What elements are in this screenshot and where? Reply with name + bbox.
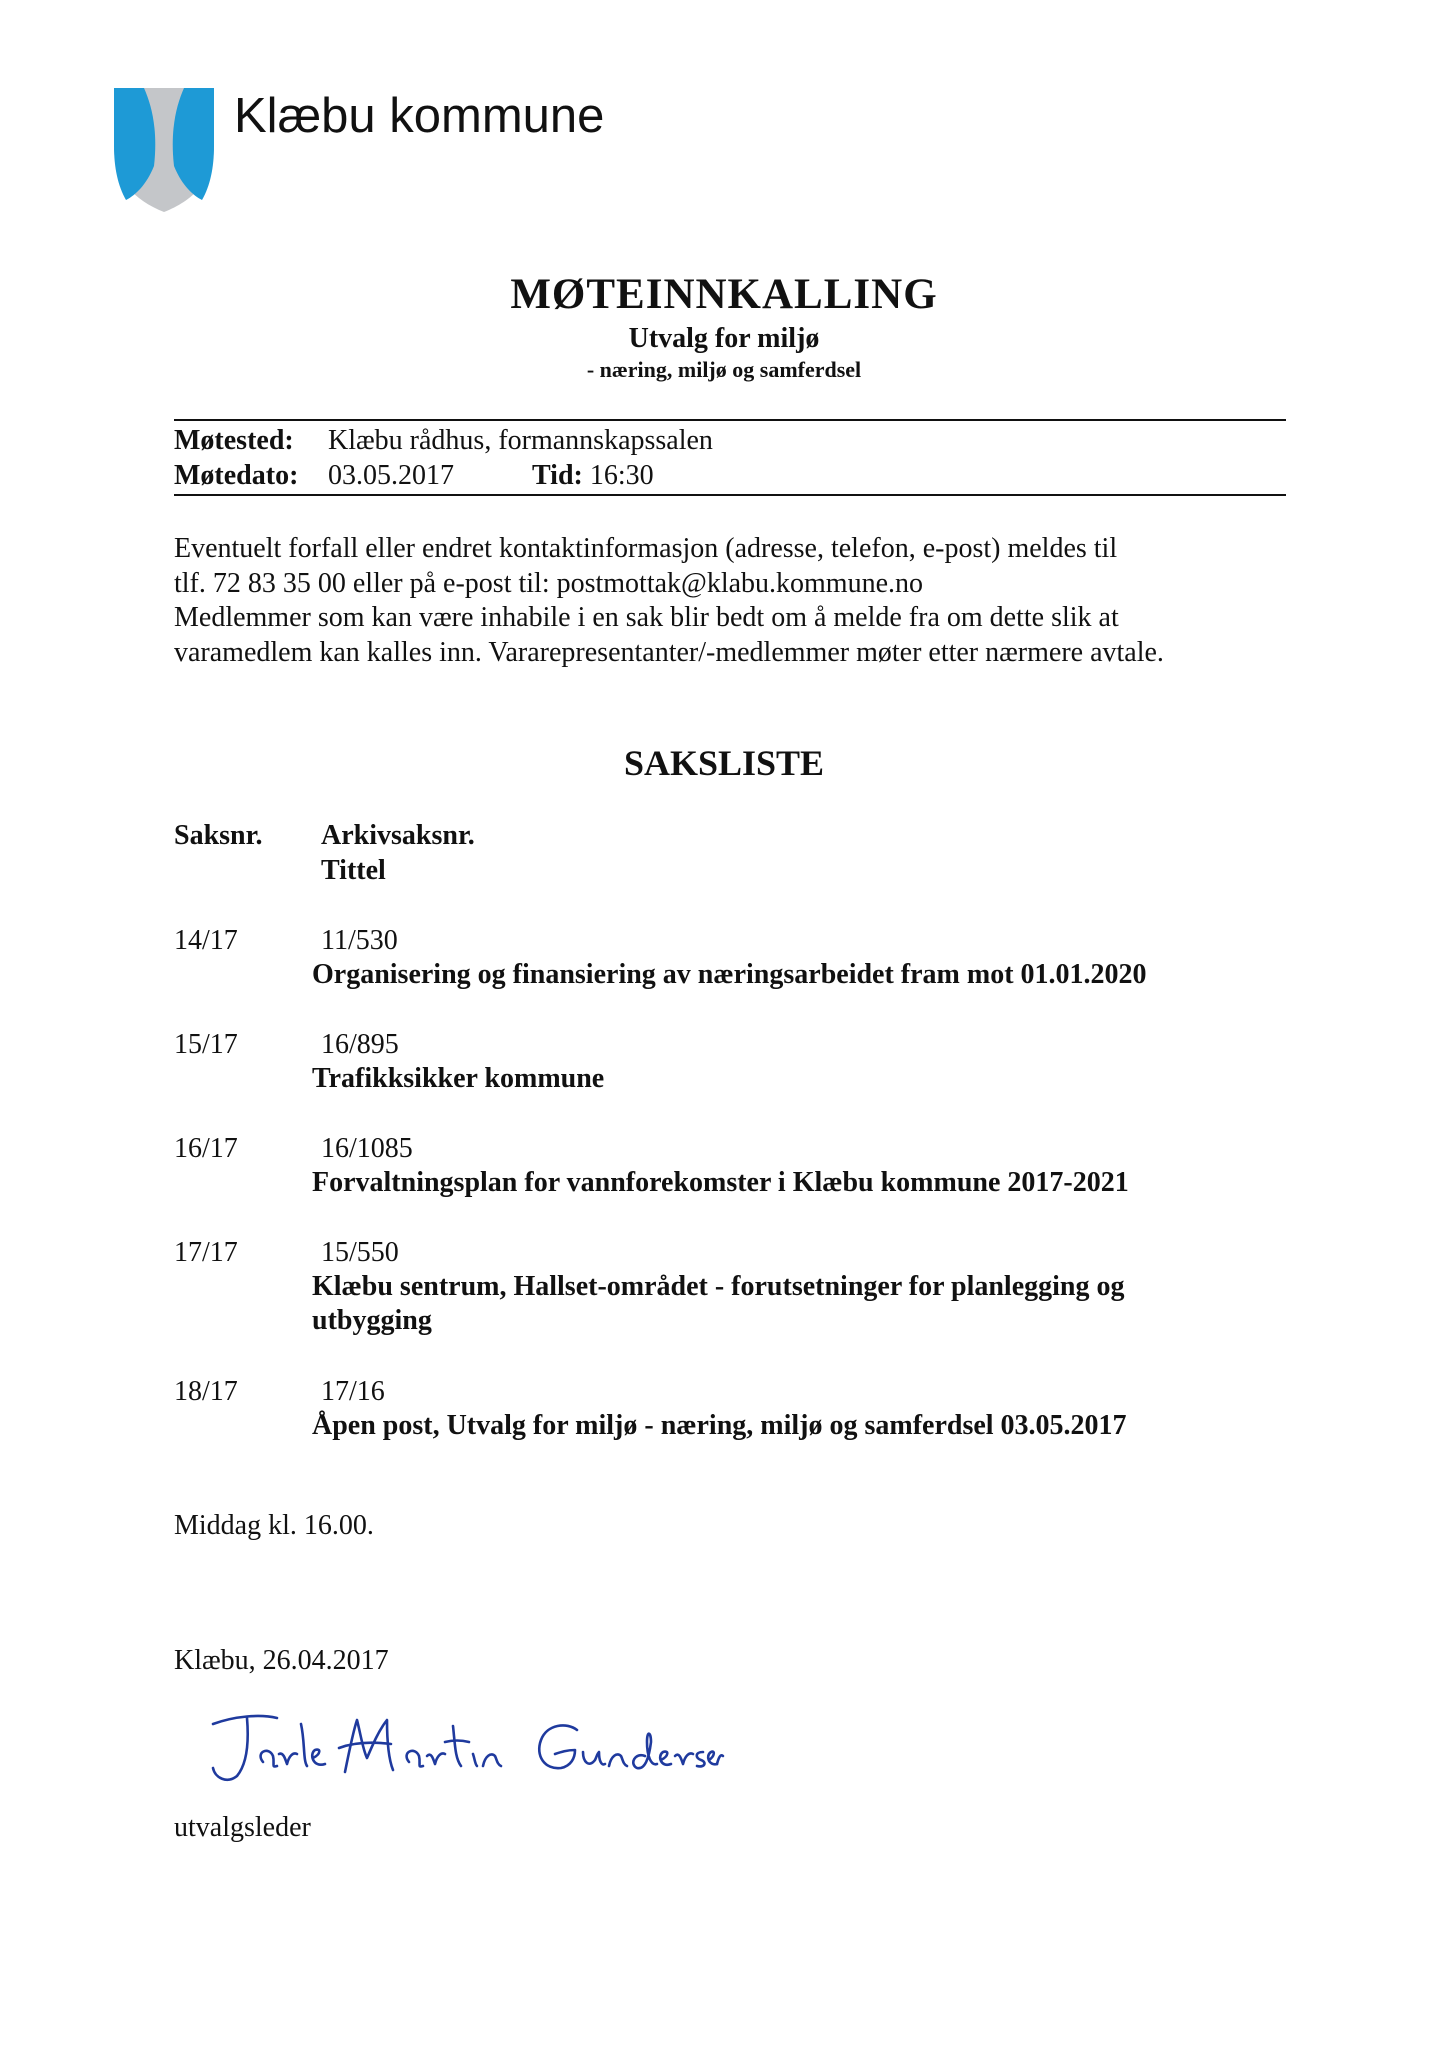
meeting-place-value: Klæbu rådhus, formannskapssalen	[328, 425, 713, 456]
divider-top	[174, 419, 1286, 421]
agenda-header-archive-no: Arkivsaksnr.	[321, 820, 475, 851]
signatory-role: utvalgsleder	[174, 1812, 311, 1843]
agenda-item-title	[312, 1270, 1212, 1338]
agenda-item-archive-no: 16/895	[321, 1029, 399, 1060]
agenda-item-archive-no: 15/550	[321, 1237, 399, 1268]
agenda-item-title-line: Åpen post, Utvalg for miljø - næring, miljø og samferdsel 03.05.2017	[312, 1410, 1127, 1441]
agenda-item-title-line: Trafikksikker kommune	[312, 1063, 605, 1094]
handwritten-signature	[205, 1702, 725, 1792]
place-and-date: Klæbu, 26.04.2017	[174, 1645, 389, 1676]
agenda-item-case-no: 15/17	[174, 1029, 238, 1060]
agenda-header-title: Tittel	[321, 855, 386, 886]
agenda-item-case-no: 17/17	[174, 1237, 238, 1268]
agenda-title: SAKSLISTE	[623, 743, 825, 783]
meeting-date-value: 03.05.2017	[328, 460, 454, 491]
organization-name: Klæbu kommune	[234, 89, 605, 143]
agenda-header-case-no: Saksnr.	[174, 820, 263, 851]
agenda-item-archive-no: 16/1085	[321, 1133, 413, 1164]
committee-subtitle: - næring, miljø og samferdsel	[586, 357, 862, 382]
agenda-item-title	[312, 1166, 1212, 1200]
agenda-item-case-no: 18/17	[174, 1376, 238, 1407]
agenda-item-case-no: 16/17	[174, 1133, 238, 1164]
meeting-date-row	[174, 460, 654, 492]
notice-line: varamedlem kan kalles inn. Vararepresentanter/-medlemmer møter etter nærmere avtale.	[174, 636, 1164, 668]
notice-line: Medlemmer som kan være inhabile i en sak blir bedt om å melde fra om dette slik at	[174, 602, 1119, 633]
divider-bottom	[174, 494, 1286, 496]
notice-line: Eventuelt forfall eller endret kontaktinformasjon (adresse, telefon, e-post) meldes til	[174, 533, 1118, 564]
agenda-item-archive-no: 11/530	[321, 925, 398, 956]
dinner-note: Middag kl. 16.00.	[174, 1510, 374, 1541]
agenda-item-title-line: Klæbu sentrum, Hallset-området - forutsetninger for planlegging og	[312, 1271, 1125, 1302]
meeting-date-label: Møtedato:	[174, 460, 299, 491]
coat-of-arms-icon	[112, 86, 216, 214]
document-title: MØTEINNKALLING	[510, 271, 938, 318]
notice-line: tlf. 72 83 35 00 eller på e-post til: postmottak@klabu.kommune.no	[174, 567, 924, 599]
agenda-item-title-line: utbygging	[312, 1305, 432, 1336]
notice-paragraph	[174, 532, 1294, 670]
agenda-item-case-no: 14/17	[174, 925, 238, 956]
agenda-item-title-line: Organisering og finansiering av næringsarbeidet fram mot 01.01.2020	[312, 959, 1147, 990]
agenda-item-title	[312, 1062, 1212, 1096]
meeting-place-row	[174, 425, 713, 457]
agenda-item-archive-no: 17/16	[321, 1376, 385, 1407]
agenda-item-title	[312, 1409, 1212, 1443]
meeting-place-label: Møtested:	[174, 425, 294, 456]
agenda-item-title-line: Forvaltningsplan for vannforekomster i Klæbu kommune 2017-2021	[312, 1167, 1129, 1198]
meeting-time-value: 16:30	[589, 460, 654, 491]
committee-name: Utvalg for miljø	[628, 323, 820, 354]
agenda-item-title	[312, 958, 1212, 992]
meeting-time-label: Tid:	[532, 460, 583, 491]
